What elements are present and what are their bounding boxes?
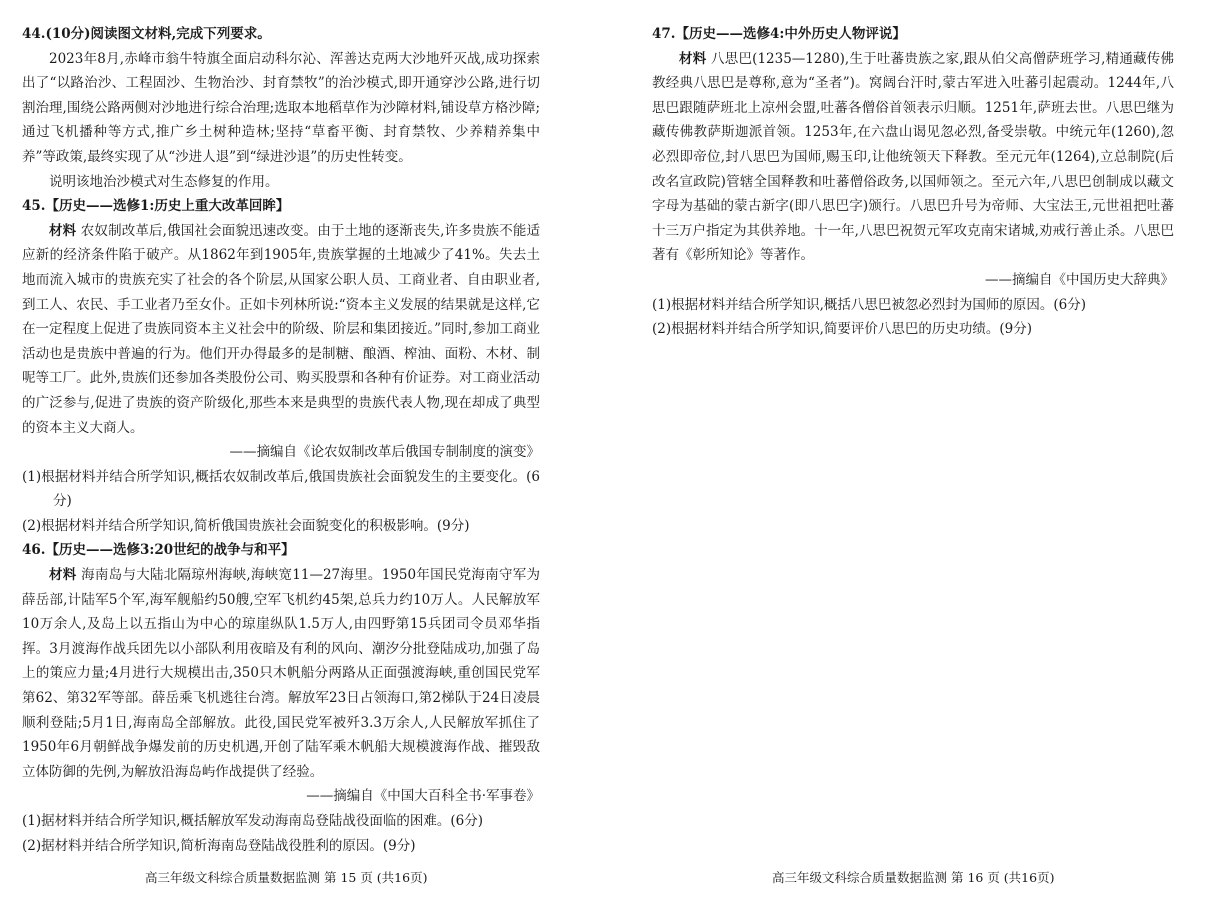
q45-source: ——摘编自《论农奴制改革后俄国专制制度的演变》	[229, 444, 540, 461]
q47-sub1: (1)根据材料并结合所学知识,概括八思巴被忽必烈封为国师的原因。(6分)	[652, 296, 1087, 313]
question-44	[22, 22, 540, 194]
q46-sub1: (1)据材料并结合所学知识,概括解放军发动海南岛登陆战役面临的困难。(6分)	[22, 813, 484, 829]
q46-sub2: (2)据材料并结合所学知识,简析海南岛登陆战役胜利的原因。(9分)	[22, 837, 416, 854]
page-footer-16: 高三年级文科综合质量数据监测 第 16 页 (共16页)	[772, 870, 1055, 885]
q45-material	[22, 219, 540, 440]
q47-material-label: 材料	[679, 50, 707, 67]
q44-heading: 44.(10分)阅读图文材料,完成下列要求。	[22, 26, 271, 42]
q46-material-label: 材料	[49, 567, 77, 584]
q47-heading: 47.【历史——选修4:中外历史人物评说】	[652, 26, 906, 42]
q45-heading: 45.【历史——选修1:历史上重大改革回眸】	[22, 198, 290, 215]
question-45	[22, 194, 540, 538]
q47-sub2: (2)根据材料并结合所学知识,简要评价八思巴的历史功绩。(9分)	[652, 321, 1033, 338]
q47-material	[652, 47, 1174, 268]
question-46	[22, 538, 540, 858]
q45-material-text: 农奴制改革后,俄国社会面貌迅速改变。由于土地的逐渐丧失,许多贵族不能适应新的经济条件陷于破产。从1862年到1905年,贵族掌握的土地减少了41%。失去土地而流入城市的贵族充实了社会的各个阶层,从国家公职人员、工商业者、自由职业者,到工人、农民、手工业者乃至女仆。正如卡列林所说:“资本主义发展的结果就是这样,它在一定程度上促进了贵族同资本主义社会中的阶级、阶层和集团接近。”同时,参加工商业活动也是贵族中普遍的行为。他们开办得最多的是制糖、酿酒、榨油、面粉、木材、制呢等工厂。此外,贵族们还参加各类股份公司、购买股票和各种有价证券。对工商业活动的广泛参与,促进了贵族的资产阶级化,那些本来是典型的贵族代表人物,现在却成了典型的资本主义大商人。	[22, 222, 541, 436]
question-47	[652, 22, 1174, 342]
q46-material	[22, 563, 540, 784]
q45-material-label: 材料	[49, 222, 77, 239]
q46-material-text: 海南岛与大陆北隔琼州海峡,海峡宽11—27海里。1950年国民党海南守军为薛岳部,计陆军5个军,海军舰船约50艘,空军飞机约45架,总兵力约10万人。人民解放军10万余人,及岛上以五指山为中心的琼崖纵队1.5万人,由四野第15兵团司令员邓华指挥。3月渡海作战兵团先以小部队利用夜暗及有利的风向、潮汐分批登陆成功,加强了岛上的策应力量;4月进行大规模出击,350只木帆船分两路从正面强渡海峡,重创国民党军第62、第32军等部。薛岳乘飞机逃往台湾。解放军23日占领海口,第2梯队于24日凌晨顺利登陆;5月1日,海南岛全部解放。此役,国民党军被歼3.3万余人,人民解放军抓住了1950年6月朝鲜战争爆发前的历史机遇,开创了陆军乘木帆船大规模渡海作战、摧毁敌立体防御的先例,为解放沿海岛屿作战提供了经验。	[22, 567, 541, 780]
q47-source: ——摘编自《中国历史大辞典》	[985, 271, 1174, 288]
page-footer-15: 高三年级文科综合质量数据监测 第 15 页 (共16页)	[145, 870, 428, 885]
left-page	[22, 22, 540, 858]
q44-task: 说明该地治沙模式对生态修复的作用。	[49, 173, 279, 190]
right-page	[652, 22, 1174, 342]
q46-heading: 46.【历史——选修3:20世纪的战争与和平】	[22, 542, 295, 559]
q44-body: 2023年8月,赤峰市翁牛特旗全面启动科尔沁、浑善达克两大沙地歼灭战,成功探索出了“以路治沙、工程固沙、生物治沙、封育禁牧”的治沙模式,即开通穿沙公路,进行切割治理,围绕公路两侧对沙地进行综合治理;选取本地稻草作为沙障材料,铺设草方格沙障;通过飞机播种等方式,推广乡土树种造林;坚持“草畜平衡、封育禁牧、少养精养集中养”等政策,最终实现了从“沙进人退”到“绿进沙退”的历史性转变。	[22, 50, 540, 165]
q45-sub1: (1)根据材料并结合所学知识,概括农奴制改革后,俄国贵族社会面貌发生的主要变化。(6分)	[22, 468, 540, 510]
q46-source: ——摘编自《中国大百科全书·军事卷》	[306, 788, 540, 805]
q45-sub2: (2)根据材料并结合所学知识,简析俄国贵族社会面貌变化的积极影响。(9分)	[22, 517, 470, 534]
q47-material-text: 八思巴(1235—1280),生于吐蕃贵族之家,跟从伯父高僧萨班学习,精通藏传佛教经典八思巴是尊称,意为“圣者”)。窝阔台汗时,蒙古军进入吐蕃引起震动。1244年,八思巴跟随萨班北上凉州会盟,吐蕃各僧俗首领表示归顺。1251年,萨班去世。八思巴继为藏传佛教萨斯迦派首领。1253年,在六盘山谒见忽必烈,备受崇敬。中统元年(1260),忽必烈即帝位,封八思巴为国师,赐玉印,让他统领天下释教。至元元年(1264),立总制院(后改名宣政院)管辖全国释教和吐蕃僧俗政务,以国师领之。至元六年,八思巴创制成以藏文字母为基础的蒙古新字(即八思巴字)颁行。八思巴升号为帝师、大宝法王,元世祖把吐蕃十三万户指定为其供养地。十一年,八思巴祝贺元军攻克南宋诸城,劝戒行善止杀。八思巴著有《彰所知论》等著作。	[652, 50, 1175, 264]
